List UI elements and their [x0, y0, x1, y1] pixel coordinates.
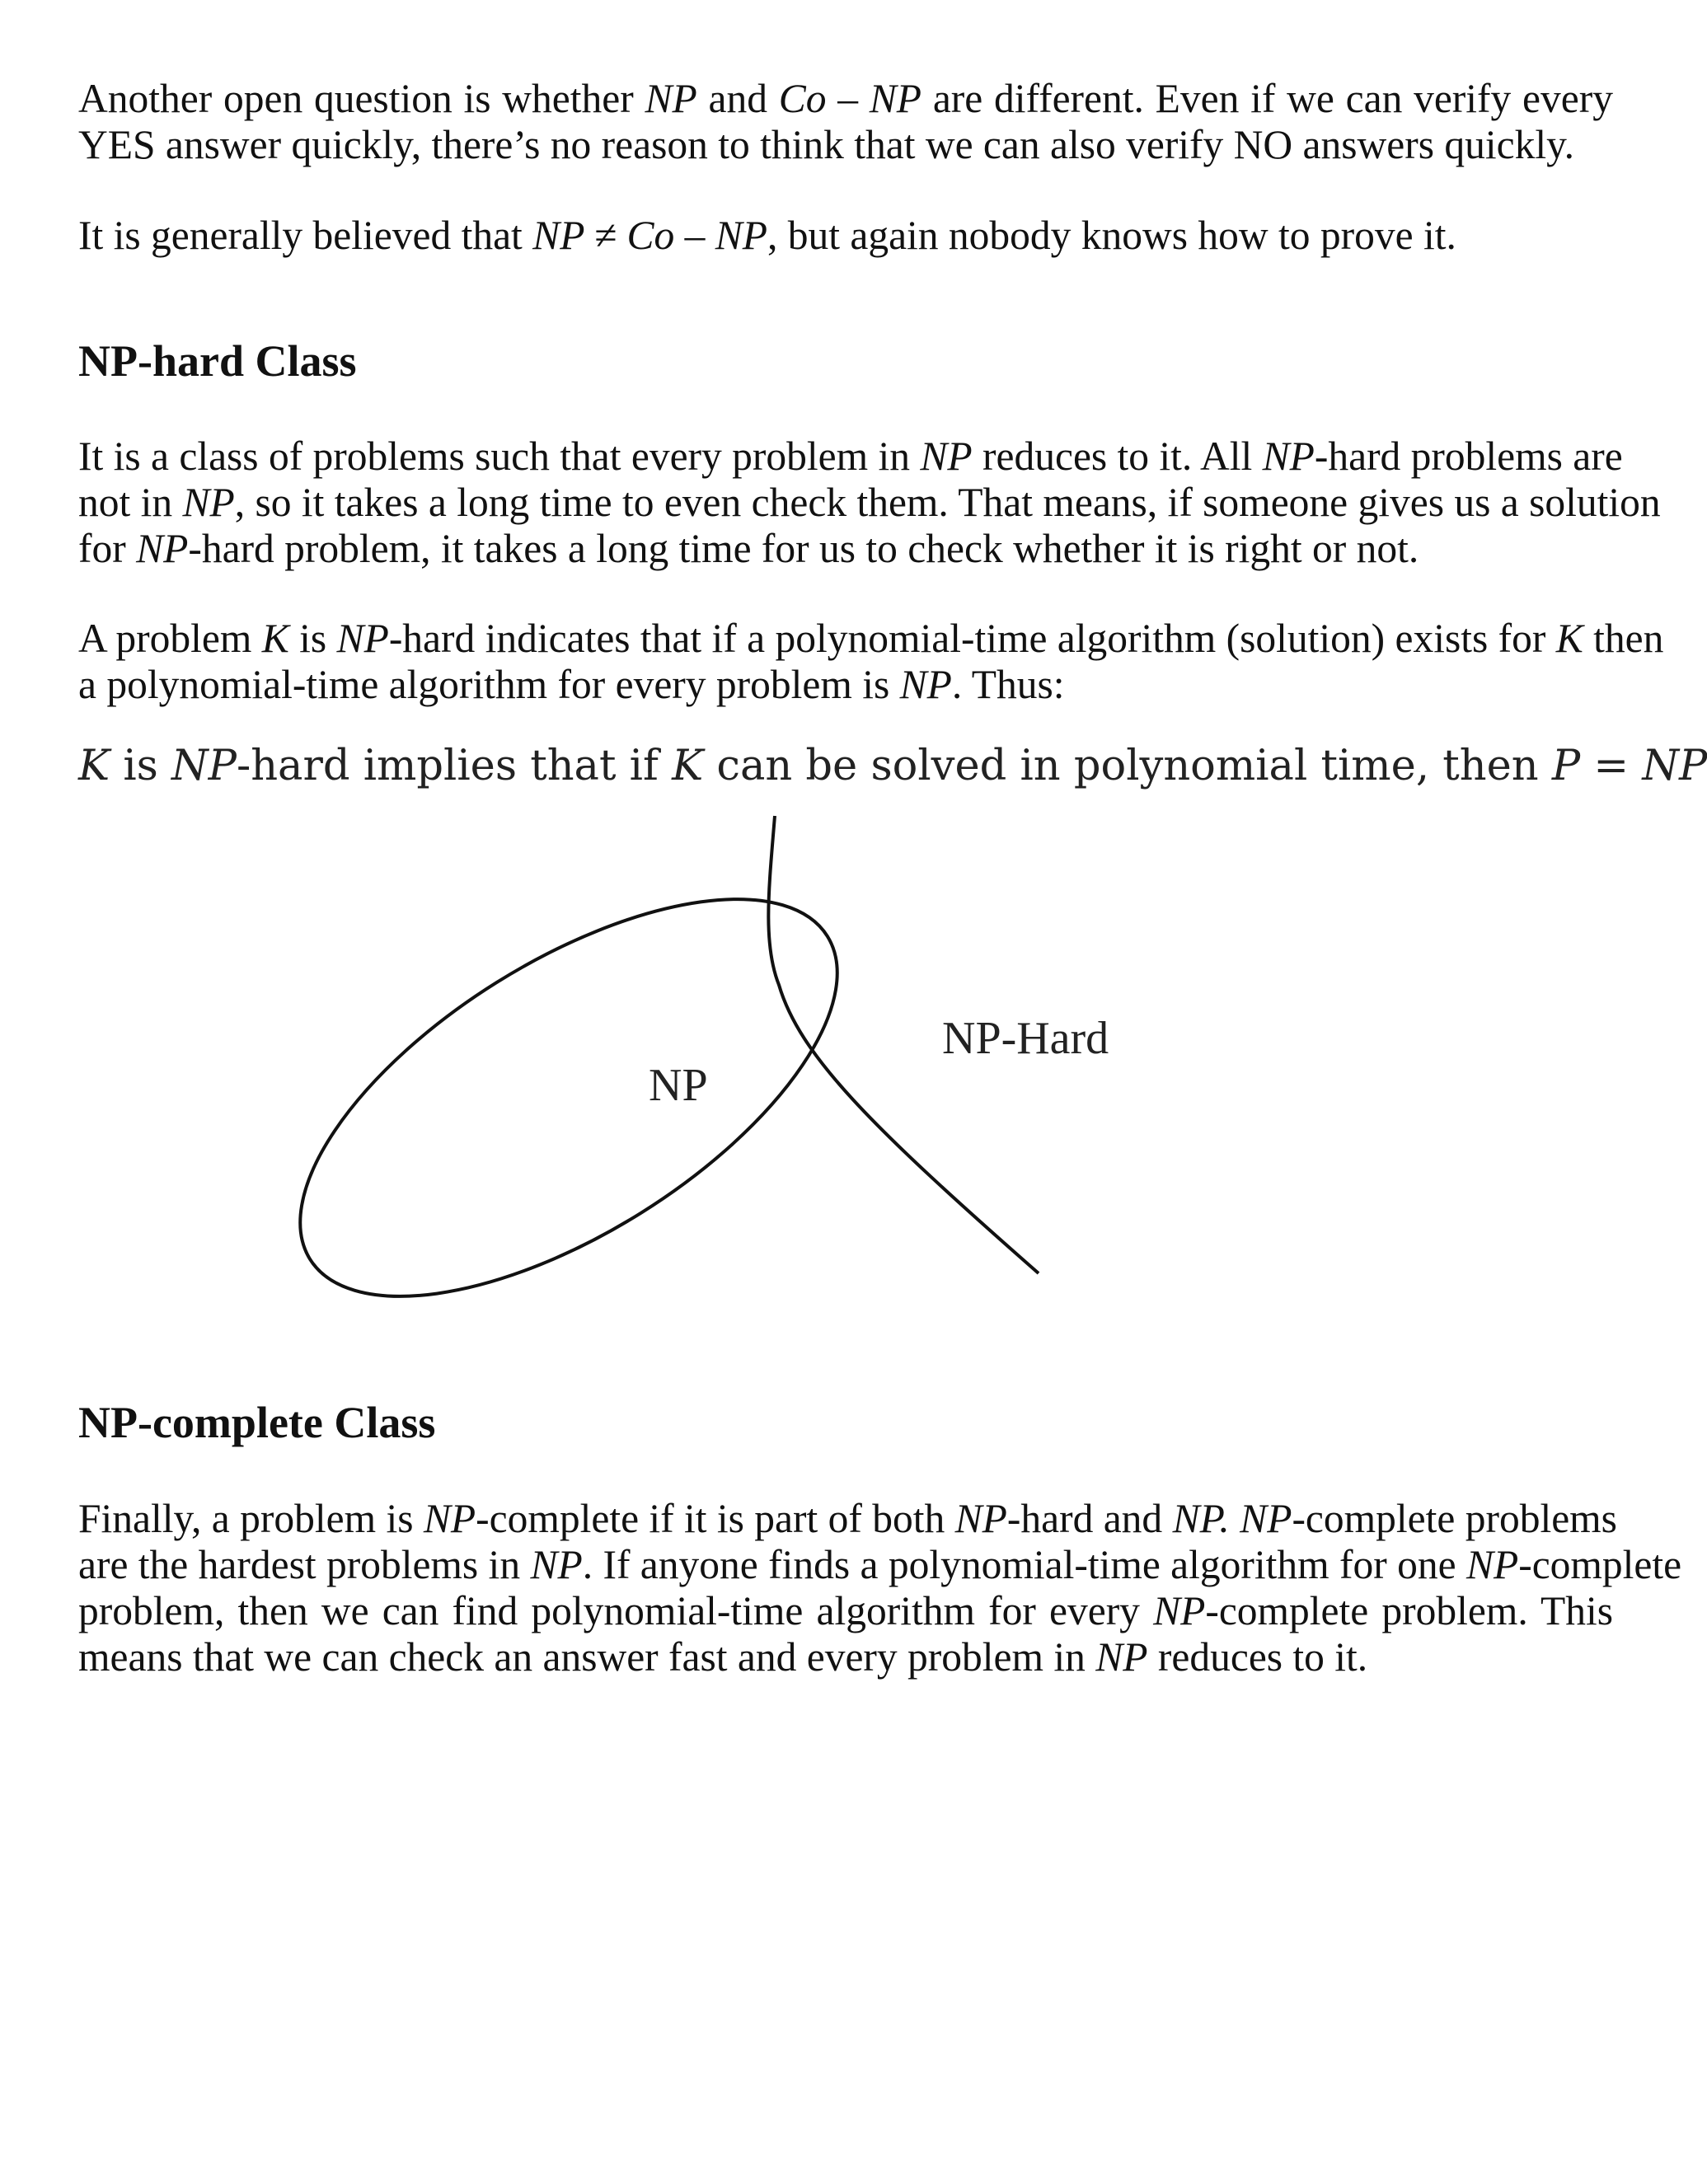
text-span: , so it takes a long time to even check them. That means, if someone gives us a solution — [234, 480, 1661, 525]
paragraph-np-hard-definition — [78, 434, 1661, 572]
text-span: reduces to it. — [1147, 1634, 1368, 1680]
math-statement — [78, 742, 1707, 791]
paragraph-line — [78, 1496, 1617, 1542]
italic-term: NP — [530, 1542, 583, 1587]
italic-term: NP — [136, 526, 189, 571]
text-span: reduces to it. All — [972, 434, 1263, 479]
math-symbol: NP — [1642, 742, 1707, 790]
text-span: , but again nobody knows how to prove it. — [767, 213, 1456, 258]
paragraph-np-vs-conp — [78, 76, 1613, 168]
heading-np-hard: NP-hard Class — [78, 336, 357, 386]
text-span: then — [1583, 616, 1664, 661]
text-span: -complete if it is part of both — [476, 1496, 955, 1541]
italic-term: NP — [920, 434, 973, 479]
italic-term: NP — [182, 480, 235, 525]
text-span: a polynomial-time algorithm for every problem is — [78, 662, 900, 707]
paragraph-line — [78, 213, 1613, 259]
text-span: and — [696, 76, 779, 121]
math-symbol: P — [1551, 742, 1581, 790]
italic-term: NP — [336, 616, 389, 661]
text-span: . Thus: — [951, 662, 1065, 707]
italic-term: NP — [1262, 434, 1315, 479]
text-span: -complete problem. This — [1205, 1588, 1613, 1633]
np-label: NP — [649, 1060, 708, 1111]
paragraph-belief — [78, 213, 1613, 259]
text-span: not in — [78, 480, 183, 525]
italic-term: NP — [423, 1496, 476, 1541]
italic-term: NP — [1095, 1634, 1148, 1680]
paragraph-line — [78, 1634, 1613, 1680]
text-span: is — [288, 616, 337, 661]
np-hard-diagram-svg — [293, 812, 1150, 1339]
paragraph-line — [78, 480, 1661, 526]
text-span: -hard problem, it takes a long time for us to check whether it is right or not. — [188, 526, 1419, 571]
np-hard-label: NP-Hard — [942, 1013, 1109, 1064]
text-span: It is a class of problems such that every problem in — [78, 434, 921, 479]
text-span: A problem — [78, 616, 262, 661]
italic-term: NP ≠ Co – NP — [532, 213, 767, 258]
italic-term: NP — [1465, 1542, 1519, 1587]
paragraph-line — [78, 662, 1613, 708]
math-symbol: K — [78, 742, 110, 790]
text-span: It is generally believed that — [78, 213, 533, 258]
math-symbol: K — [672, 742, 704, 790]
italic-term: NP — [645, 76, 697, 121]
paragraph-line — [78, 1588, 1613, 1634]
italic-term: NP — [1153, 1588, 1206, 1633]
paragraph-np-complete-definition — [78, 1496, 1682, 1680]
text-span: are different. Even if we can verify every — [921, 76, 1613, 121]
italic-term: Co – NP — [778, 76, 922, 121]
text-span: Another open question is whether — [78, 76, 645, 121]
text-span: -complete problems — [1292, 1496, 1617, 1541]
np-hard-diagram — [293, 812, 1150, 1339]
text-span: . If anyone finds a polynomial-time algorithm for one — [582, 1542, 1466, 1587]
text-span: is — [110, 742, 172, 790]
italic-term: NP — [899, 662, 952, 707]
paragraph-line — [78, 616, 1664, 662]
italic-term: K — [1555, 616, 1583, 661]
text-span: -hard problems are — [1314, 434, 1623, 479]
italic-term: K — [261, 616, 289, 661]
text-span: -hard and — [1006, 1496, 1173, 1541]
text-span: Finally, a problem is — [78, 1496, 424, 1541]
text-span: means that we can check an answer fast and every problem in — [78, 1634, 1096, 1680]
italic-term: NP. NP — [1172, 1496, 1292, 1541]
text-span: are the hardest problems in — [78, 1542, 531, 1587]
text-span: -complete — [1518, 1542, 1682, 1587]
text-span: = — [1580, 742, 1643, 790]
text-span: -hard implies that if — [236, 742, 673, 790]
paragraph-line — [78, 526, 1613, 572]
text-span: for — [78, 526, 137, 571]
np-set-ellipse — [238, 821, 899, 1375]
text-span: -hard indicates that if a polynomial-time algorithm (solution) exists for — [388, 616, 1556, 661]
paragraph-line — [78, 1542, 1682, 1588]
math-symbol: NP — [171, 742, 237, 790]
italic-term: NP — [954, 1496, 1007, 1541]
paragraph-line — [78, 434, 1623, 480]
paragraph-problem-k — [78, 616, 1664, 708]
text-span: problem, then we can find polynomial-time algorithm for every — [78, 1588, 1154, 1633]
paragraph-line — [78, 76, 1613, 122]
text-span: can be solved in polynomial time, then — [703, 742, 1552, 790]
paragraph-line: YES answer quickly, there’s no reason to think that we can also verify NO answers quickly. — [78, 122, 1574, 167]
heading-np-complete: NP-complete Class — [78, 1398, 436, 1447]
